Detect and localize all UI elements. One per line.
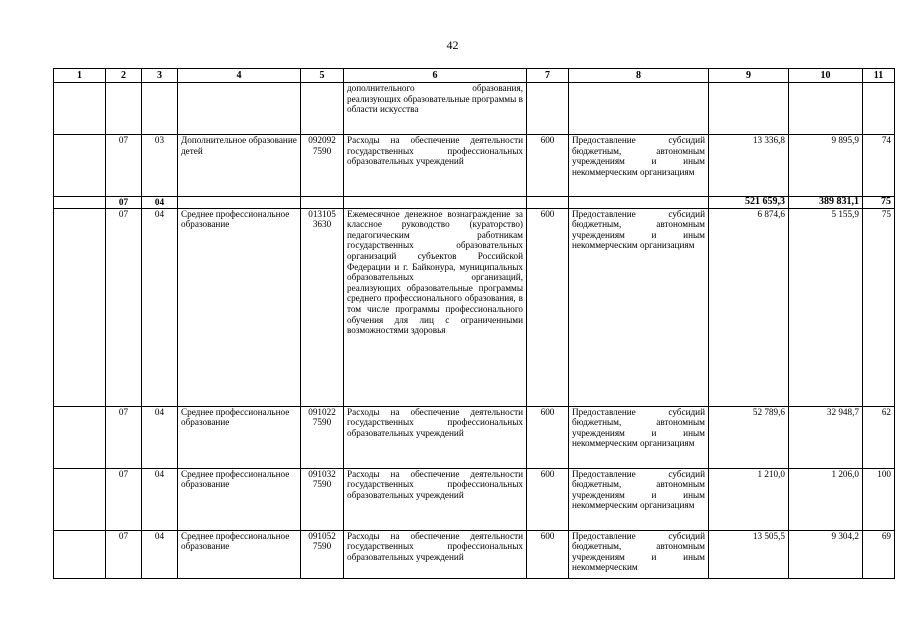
cell-name: Дополнительное образование детей [178, 135, 301, 197]
cell-expense-type: 600 [527, 468, 569, 530]
cell-subsection: 03 [142, 135, 178, 197]
column-header: 7 [527, 69, 569, 83]
cell-section: 07 [106, 406, 142, 468]
cell-percent: 62 [863, 406, 895, 468]
cell-section: 07 [106, 197, 142, 209]
cell-target-code: 091032 7590 [301, 468, 344, 530]
cell-actual: 1 206,0 [789, 468, 863, 530]
cell-name: Среднее профессиональное образование [178, 208, 301, 406]
cell-subsection: 04 [142, 197, 178, 209]
table-row [54, 135, 895, 197]
subtotal-row [54, 197, 895, 209]
cell-name: Среднее профессиональное образование [178, 406, 301, 468]
table-row [54, 468, 895, 530]
cell-plan: 13 505,5 [709, 530, 789, 578]
cell-purpose: дополнительного образования, реализующих образовательные программы в области искусства [344, 83, 527, 135]
cell-name: Среднее профессиональное образование [178, 530, 301, 578]
cell-expense-type: 600 [527, 208, 569, 406]
cell-percent: 74 [863, 135, 895, 197]
cell-expense-name: Предоставление субсидий бюджетным, автономным учреждениям и иным некоммерческим [569, 530, 709, 578]
cell-section: 07 [106, 208, 142, 406]
cell-expense-type: 600 [527, 135, 569, 197]
cell-purpose: Ежемесячное денежное вознаграждение за классное руководство (кураторство) педагогическим работникам государственных образовательных организаций субъектов Российской Федерации и г. Байконура, муниципальных образовательных организаций, реализующих образовательные программы среднего профессионального образования, в том числе программы профессионального обучения для лиц с ограниченными возможностями здоровья [344, 208, 527, 406]
table-row [54, 208, 895, 406]
column-header: 6 [344, 69, 527, 83]
column-header: 5 [301, 69, 344, 83]
table-row [54, 406, 895, 468]
cell-actual: 32 948,7 [789, 406, 863, 468]
cell-subsection: 04 [142, 530, 178, 578]
cell-percent: 100 [863, 468, 895, 530]
column-header: 10 [789, 69, 863, 83]
column-header: 11 [863, 69, 895, 83]
cell-purpose: Расходы на обеспечение деятельности государственных профессиональных образовательных учреждений [344, 406, 527, 468]
cell-actual: 389 831,1 [789, 197, 863, 209]
page-number: 42 [446, 38, 459, 52]
cell-target-code: 091052 7590 [301, 530, 344, 578]
cell-expense-name: Предоставление субсидий бюджетным, автономным учреждениям и иным некоммерческим организациям [569, 135, 709, 197]
cell-purpose: Расходы на обеспечение деятельности государственных профессиональных образовательных учреждений [344, 530, 527, 578]
cell-plan: 521 659,3 [709, 197, 789, 209]
column-header: 2 [106, 69, 142, 83]
cell-section: 07 [106, 530, 142, 578]
table-row [54, 530, 895, 578]
cell-actual: 9 304,2 [789, 530, 863, 578]
cell-expense-name: Предоставление субсидий бюджетным, автономным учреждениям и иным некоммерческим организациям [569, 208, 709, 406]
cell-actual: 5 155,9 [789, 208, 863, 406]
cell-plan: 52 789,6 [709, 406, 789, 468]
cell-plan: 6 874,6 [709, 208, 789, 406]
table-row [54, 83, 895, 135]
column-header: 4 [178, 69, 301, 83]
cell-expense-type: 600 [527, 530, 569, 578]
column-header: 9 [709, 69, 789, 83]
column-header: 1 [54, 69, 106, 83]
budget-table [53, 68, 895, 579]
cell-percent: 75 [863, 197, 895, 209]
cell-expense-name: Предоставление субсидий бюджетным, автономным учреждениям и иным некоммерческим организациям [569, 406, 709, 468]
cell-subsection: 04 [142, 406, 178, 468]
cell-purpose: Расходы на обеспечение деятельности государственных профессиональных образовательных учреждений [344, 468, 527, 530]
cell-actual: 9 895,9 [789, 135, 863, 197]
cell-target-code: 013105 3630 [301, 208, 344, 406]
cell-expense-name: Предоставление субсидий бюджетным, автономным учреждениям и иным некоммерческим организациям [569, 468, 709, 530]
column-header: 8 [569, 69, 709, 83]
cell-percent: 75 [863, 208, 895, 406]
cell-plan: 1 210,0 [709, 468, 789, 530]
cell-expense-type: 600 [527, 406, 569, 468]
cell-section: 07 [106, 468, 142, 530]
cell-subsection: 04 [142, 468, 178, 530]
header-row [54, 69, 895, 83]
cell-plan: 13 336,8 [709, 135, 789, 197]
cell-section: 07 [106, 135, 142, 197]
cell-target-code: 092092 7590 [301, 135, 344, 197]
cell-percent: 69 [863, 530, 895, 578]
cell-target-code: 091022 7590 [301, 406, 344, 468]
cell-purpose: Расходы на обеспечение деятельности государственных профессиональных образовательных учреждений [344, 135, 527, 197]
column-header: 3 [142, 69, 178, 83]
cell-subsection: 04 [142, 208, 178, 406]
cell-name: Среднее профессиональное образование [178, 468, 301, 530]
